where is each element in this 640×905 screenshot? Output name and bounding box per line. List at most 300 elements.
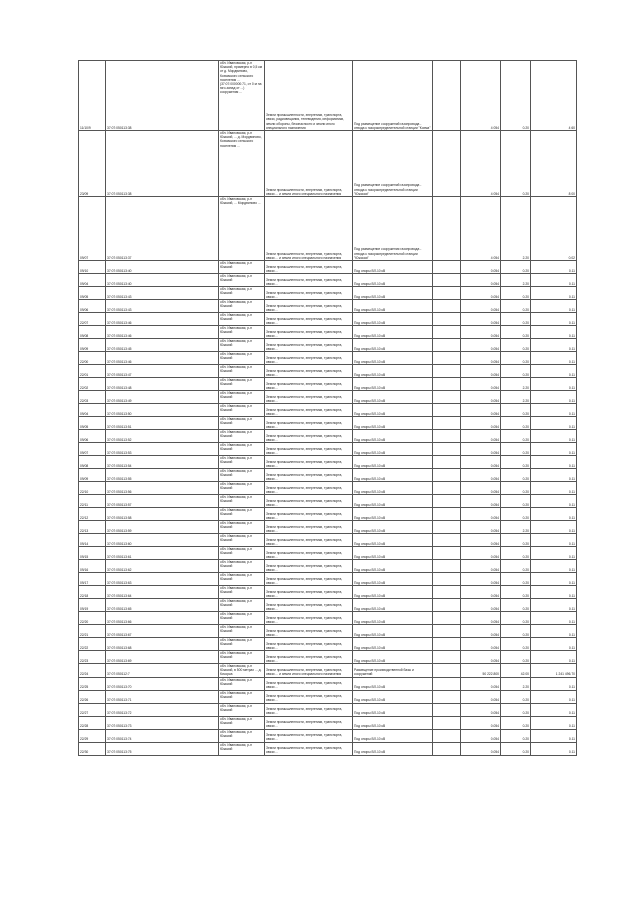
land-category-cell: Земли промышленности, энергетики, транспорта, связи ... [265, 638, 353, 651]
cadastral-number-cell: 37:07:050113:70 [106, 677, 219, 690]
area-cell: 0.054 [461, 586, 501, 599]
land-category-cell: Земли промышленности, энергетики, транспорта, связи ... [265, 482, 353, 495]
permitted-use-cell: Под опоры ВЛ-10 кВ [353, 443, 433, 456]
cadastral-number-cell: 37:07:050113:60 [106, 534, 219, 547]
tax-amount-cell: 4 60 [531, 61, 577, 131]
permitted-use-cell: Под опоры ВЛ-10 кВ [353, 586, 433, 599]
tax-amount-cell: 1 241 496.70 [531, 664, 577, 678]
rate-cell: 0.20 [501, 690, 531, 703]
rate-cell: 0.20 [501, 300, 531, 313]
cadastral-number-cell: 37:07:050112:7 [106, 664, 219, 678]
rate-cell: 0.20 [501, 443, 531, 456]
table-row [79, 378, 577, 391]
tax-amount-cell: 0.11 [531, 482, 577, 495]
empty-cell [433, 690, 461, 703]
area-cell: 0.054 [461, 300, 501, 313]
land-category-cell: Земли промышленности, энергетики, транспорта, связи ... [265, 573, 353, 586]
land-category-cell: Земли промышленности, энергетики, транспорта, связи ... [265, 560, 353, 573]
row-id-cell: 23/09 [79, 131, 106, 197]
land-category-cell: Земли промышленности, энергетики, транспорта, связи ... [265, 287, 353, 300]
cadastral-number-cell: 37:07:050113:43 [106, 300, 219, 313]
address-cell: обл. Ивановская, р-н Южский [219, 625, 265, 638]
land-category-cell: Земли промышленности, энергетики, транспорта, связи ... [265, 300, 353, 313]
permitted-use-cell: Под опоры ВЛ-10 кВ [353, 274, 433, 287]
row-id-cell: 22/24 [79, 664, 106, 678]
permitted-use-cell: Под размещение сооружений газопровода - отвода к газораспределительной станции "Южская" [353, 131, 433, 197]
empty-cell [433, 404, 461, 417]
rate-cell: 0.20 [501, 703, 531, 716]
empty-cell [433, 287, 461, 300]
row-id-cell: 09/07 [79, 197, 106, 261]
permitted-use-cell: Под опоры ВЛ-10 кВ [353, 261, 433, 274]
row-id-cell: 22/10 [79, 482, 106, 495]
table-row [79, 61, 577, 131]
tax-amount-cell: 0.11 [531, 612, 577, 625]
tax-amount-cell: 0.11 [531, 378, 577, 391]
tax-amount-cell: 0.11 [531, 638, 577, 651]
empty-cell [433, 560, 461, 573]
land-category-cell: Земли промышленности, энергетики, транспорта, связи ... [265, 599, 353, 612]
table-row [79, 287, 577, 300]
tax-amount-cell: 0.11 [531, 430, 577, 443]
permitted-use-cell: Под опоры ВЛ-10 кВ [353, 456, 433, 469]
permitted-use-cell: Под опоры ВЛ-10 кВ [353, 651, 433, 664]
table-row [79, 352, 577, 365]
address-cell: обл. Ивановская, р-н Южский [219, 300, 265, 313]
area-cell: 0.054 [461, 703, 501, 716]
empty-cell [433, 625, 461, 638]
area-cell: 0.054 [461, 612, 501, 625]
empty-cell [433, 638, 461, 651]
tax-amount-cell: 0.11 [531, 742, 577, 755]
table-row [79, 651, 577, 664]
tax-amount-cell: 0.11 [531, 599, 577, 612]
permitted-use-cell: Под опоры ВЛ-10 кВ [353, 326, 433, 339]
row-id-cell: 22/27 [79, 703, 106, 716]
row-id-cell: 22/29 [79, 729, 106, 742]
table-row [79, 365, 577, 378]
row-id-cell: 09/04 [79, 404, 106, 417]
permitted-use-cell: Под опоры ВЛ-10 кВ [353, 547, 433, 560]
cadastral-number-cell: 37:07:050113:68 [106, 638, 219, 651]
permitted-use-cell: Под опоры ВЛ-10 кВ [353, 625, 433, 638]
tax-amount-cell: 0.11 [531, 404, 577, 417]
tax-amount-cell: 0.11 [531, 274, 577, 287]
cadastral-number-cell: 37:07:050113:61 [106, 547, 219, 560]
area-cell: 0.054 [461, 547, 501, 560]
rate-cell: 0.20 [501, 625, 531, 638]
cadastral-number-cell: 37:07:050113:66 [106, 612, 219, 625]
land-category-cell: Земли промышленности, энергетики, транспорта, связи ... [265, 261, 353, 274]
area-cell: 0.054 [461, 729, 501, 742]
empty-cell [433, 365, 461, 378]
cadastral-number-cell: 37:07:050113:40 [106, 274, 219, 287]
table-row [79, 677, 577, 690]
empty-cell [433, 586, 461, 599]
empty-cell [433, 547, 461, 560]
table-row [79, 495, 577, 508]
table-row [79, 703, 577, 716]
permitted-use-cell: Под опоры ВЛ-10 кВ [353, 677, 433, 690]
land-category-cell: Земли промышленности, энергетики, транспорта, связи ... [265, 365, 353, 378]
row-id-cell: 09/06 [79, 300, 106, 313]
address-cell: обл. Ивановская, р-н Южский [219, 612, 265, 625]
rate-cell: 0.20 [501, 365, 531, 378]
address-cell: обл. Ивановская, р-н Южский, примерно в 0,5 км от д. Мордвиново, Кохмаского сельского поселения ... (37:07:000000:71, от 0 м на юго-запад от ...) сооружения ... [219, 61, 265, 131]
address-cell: обл. Ивановская, р-н Южский [219, 560, 265, 573]
address-cell: обл. Ивановская, р-н Южский [219, 638, 265, 651]
empty-cell [433, 573, 461, 586]
cadastral-number-cell: 37:07:050113:57 [106, 495, 219, 508]
empty-cell [433, 326, 461, 339]
row-id-cell: 22/01 [79, 365, 106, 378]
cadastral-number-cell: 37:07:050113:74 [106, 729, 219, 742]
row-id-cell: 22/23 [79, 651, 106, 664]
address-cell: обл. Ивановская, р-н Южский [219, 547, 265, 560]
address-cell: обл. Ивановская, р-н Южский [219, 495, 265, 508]
empty-cell [433, 430, 461, 443]
address-cell: обл. Ивановская, р-н Южский [219, 742, 265, 755]
land-category-cell: Земли промышленности, энергетики, транспорта, связи ... [265, 404, 353, 417]
cadastral-number-cell: 37:07:050113:46 [106, 313, 219, 326]
rate-cell: 0.20 [501, 326, 531, 339]
area-cell: 0.054 [461, 482, 501, 495]
empty-cell [433, 352, 461, 365]
cadastral-number-cell: 37:07:050113:45 [106, 339, 219, 352]
land-category-cell: Земли промышленности, энергетики, транспорта, связи ... [265, 703, 353, 716]
area-cell: 0.054 [461, 495, 501, 508]
address-cell: обл. Ивановская, р-н Южский [219, 339, 265, 352]
row-id-cell: 09/19 [79, 599, 106, 612]
rate-cell: 0.20 [501, 742, 531, 755]
tax-amount-cell: 0.11 [531, 560, 577, 573]
table-row [79, 313, 577, 326]
tax-amount-cell: 0.11 [531, 417, 577, 430]
tax-amount-cell: 0.11 [531, 313, 577, 326]
rate-cell: 0.20 [501, 599, 531, 612]
rate-cell: 0.20 [501, 638, 531, 651]
area-cell: 0.054 [461, 469, 501, 482]
row-id-cell: 22/20 [79, 612, 106, 625]
address-cell: обл. Ивановская, р-н Южский, ... д. Мордвиново, Кохмаского сельского поселения ... [219, 131, 265, 197]
table-row [79, 326, 577, 339]
address-cell: обл. Ивановская, р-н Южский [219, 521, 265, 534]
area-cell: 0.054 [461, 651, 501, 664]
cadastral-number-cell: 37:07:050113:58 [106, 508, 219, 521]
cadastral-number-cell: 37:07:050113:51 [106, 417, 219, 430]
permitted-use-cell: Под опоры ВЛ-10 кВ [353, 495, 433, 508]
tax-amount-cell: 0.11 [531, 729, 577, 742]
empty-cell [433, 716, 461, 729]
empty-cell [433, 261, 461, 274]
row-id-cell: 09/16 [79, 560, 106, 573]
area-cell: 0.054 [461, 404, 501, 417]
table-row [79, 560, 577, 573]
land-category-cell: Земли промышленности, энергетики, транспорта, связи ... [265, 625, 353, 638]
tax-amount-cell: 0.11 [531, 690, 577, 703]
tax-amount-cell: 0.11 [531, 495, 577, 508]
area-cell: 0.054 [461, 677, 501, 690]
row-id-cell: 22/28 [79, 716, 106, 729]
table-row [79, 456, 577, 469]
rate-cell: 0.20 [501, 339, 531, 352]
area-cell: 0.054 [461, 534, 501, 547]
row-id-cell: 22/12 [79, 508, 106, 521]
address-cell: обл. Ивановская, р-н Южский [219, 599, 265, 612]
permitted-use-cell: Под опоры ВЛ-10 кВ [353, 430, 433, 443]
rate-cell: 0.20 [501, 313, 531, 326]
land-category-cell: Земли промышленности, энергетики, транспорта, связи ... и земли иного специального назначения [265, 197, 353, 261]
empty-cell [433, 742, 461, 755]
area-cell: 0.054 [461, 456, 501, 469]
land-category-cell: Земли промышленности, энергетики, транспорта, связи ... [265, 716, 353, 729]
permitted-use-cell: Под опоры ВЛ-10 кВ [353, 300, 433, 313]
cadastral-number-cell: 37:07:050113:64 [106, 586, 219, 599]
area-cell: 4 054 [461, 61, 501, 131]
tax-amount-cell: 0.11 [531, 326, 577, 339]
area-cell: 0.054 [461, 573, 501, 586]
rate-cell: 2.20 [501, 378, 531, 391]
rate-cell: 0.20 [501, 131, 531, 197]
land-category-cell: Земли промышленности, энергетики, транспорта, связи ... [265, 534, 353, 547]
land-category-cell: Земли промышленности, энергетики, транспорта, связи ... [265, 651, 353, 664]
rate-cell: 2.20 [501, 197, 531, 261]
cadastral-number-cell: 37:07:050113:71 [106, 690, 219, 703]
tax-amount-cell: 0.02 [531, 197, 577, 261]
area-cell: 0.054 [461, 261, 501, 274]
permitted-use-cell: Под опоры ВЛ-10 кВ [353, 287, 433, 300]
empty-cell [433, 456, 461, 469]
row-id-cell: 09/05 [79, 417, 106, 430]
address-cell: обл. Ивановская, р-н Южский [219, 482, 265, 495]
rate-cell: 0.20 [501, 417, 531, 430]
row-id-cell: 09/15 [79, 547, 106, 560]
rate-cell: 42.00 [501, 664, 531, 678]
address-cell: обл. Ивановская, р-н Южский [219, 430, 265, 443]
land-category-cell: Земли промышленности, энергетики, транспорта, связи, радиовещания, телевидения, информатики, земли обороны, безопасности и земли иного специального назначения [265, 61, 353, 131]
address-cell: обл. Ивановская, р-н Южский [219, 274, 265, 287]
empty-cell [433, 443, 461, 456]
permitted-use-cell: Под опоры ВЛ-10 кВ [353, 469, 433, 482]
cadastral-number-cell: 37:07:050113:54 [106, 456, 219, 469]
cadastral-number-cell: 37:07:050113:38 [106, 131, 219, 197]
rate-cell: 0.20 [501, 404, 531, 417]
permitted-use-cell: Под опоры ВЛ-10 кВ [353, 391, 433, 404]
permitted-use-cell: Под опоры ВЛ-10 кВ [353, 599, 433, 612]
permitted-use-cell: Под опоры ВЛ-10 кВ [353, 729, 433, 742]
table-row [79, 716, 577, 729]
rate-cell: 0.20 [501, 560, 531, 573]
empty-cell [433, 599, 461, 612]
tax-amount-cell: 0.11 [531, 300, 577, 313]
permitted-use-cell: Под размещение сооружений газопровода - отвода к газораспределительной станции "Кохма" [353, 61, 433, 131]
table-row [79, 586, 577, 599]
tax-amount-cell: 0.11 [531, 703, 577, 716]
row-id-cell: 22/13 [79, 521, 106, 534]
land-category-cell: Земли промышленности, энергетики, транспорта, связи ... [265, 443, 353, 456]
permitted-use-cell: Под опоры ВЛ-10 кВ [353, 560, 433, 573]
table-row [79, 274, 577, 287]
cadastral-number-cell: 37:07:050113:53 [106, 443, 219, 456]
empty-cell [433, 274, 461, 287]
permitted-use-cell: Под опоры ВЛ-10 кВ [353, 482, 433, 495]
rate-cell: 0.20 [501, 469, 531, 482]
cadastral-number-cell: 37:07:050113:43 [106, 287, 219, 300]
cadastral-number-cell: 37:07:050113:67 [106, 625, 219, 638]
area-cell: 0.054 [461, 508, 501, 521]
tax-amount-cell: 0.11 [531, 469, 577, 482]
permitted-use-cell: Под опоры ВЛ-10 кВ [353, 573, 433, 586]
table-row [79, 599, 577, 612]
rate-cell: 0.20 [501, 612, 531, 625]
table-row [79, 197, 577, 261]
table-row [79, 625, 577, 638]
rate-cell: 0.20 [501, 508, 531, 521]
tax-amount-cell: 0.11 [531, 352, 577, 365]
tax-amount-cell: 0.11 [531, 365, 577, 378]
area-cell: 0.054 [461, 638, 501, 651]
row-id-cell: 09/17 [79, 573, 106, 586]
rate-cell: 0.20 [501, 651, 531, 664]
rate-cell: 0.20 [501, 547, 531, 560]
address-cell: обл. Ивановская, р-н Южский [219, 586, 265, 599]
area-cell: 0.054 [461, 521, 501, 534]
table-row [79, 417, 577, 430]
rate-cell: 0.20 [501, 61, 531, 131]
area-cell: 0.054 [461, 391, 501, 404]
cadastral-number-cell: 37:07:050113:65 [106, 599, 219, 612]
area-cell: 0.054 [461, 313, 501, 326]
row-id-cell: 09/14 [79, 534, 106, 547]
cadastral-number-cell: 37:07:050113:46 [106, 352, 219, 365]
land-category-cell: Земли промышленности, энергетики, транспорта, связи ... [265, 430, 353, 443]
land-category-cell: Земли промышленности, энергетики, транспорта, связи ... [265, 547, 353, 560]
permitted-use-cell: Под опоры ВЛ-10 кВ [353, 534, 433, 547]
rate-cell: 0.20 [501, 352, 531, 365]
land-register-table [78, 60, 577, 756]
address-cell: обл. Ивановская, р-н Южский [219, 508, 265, 521]
row-id-cell: 22/25 [79, 677, 106, 690]
rate-cell: 0.20 [501, 456, 531, 469]
area-cell: 0.054 [461, 417, 501, 430]
address-cell: обл. Ивановская, р-н Южский [219, 326, 265, 339]
cadastral-number-cell: 37:07:050113:49 [106, 391, 219, 404]
row-id-cell: 22/07 [79, 313, 106, 326]
address-cell: обл. Ивановская, р-н Южский [219, 651, 265, 664]
table-body [79, 61, 577, 756]
cadastral-number-cell: 37:07:050113:48 [106, 378, 219, 391]
address-cell: обл. Ивановская, р-н Южский [219, 313, 265, 326]
land-category-cell: Земли промышленности, энергетики, транспорта, связи ... [265, 469, 353, 482]
tax-amount-cell: 0.11 [531, 508, 577, 521]
tax-amount-cell: 0.11 [531, 339, 577, 352]
empty-cell [433, 703, 461, 716]
address-cell: обл. Ивановская, р-н Южский [219, 365, 265, 378]
address-cell: обл. Ивановская, р-н Южский, в 500 метрах ... д. Кочорка [219, 664, 265, 678]
rate-cell: 0.20 [501, 573, 531, 586]
cadastral-number-cell: 37:07:050113:63 [106, 573, 219, 586]
address-cell: обл. Ивановская, р-н Южский [219, 404, 265, 417]
row-id-cell: 09/05 [79, 287, 106, 300]
permitted-use-cell: Под размещение сооружения газопровода - отвода к газораспределительной станции "Южская" [353, 197, 433, 261]
rate-cell: 2.20 [501, 391, 531, 404]
cadastral-number-cell: 37:07:050113:75 [106, 742, 219, 755]
area-cell: 0.054 [461, 378, 501, 391]
row-id-cell: 22/26 [79, 690, 106, 703]
permitted-use-cell: Под опоры ВЛ-10 кВ [353, 638, 433, 651]
land-category-cell: Земли промышленности, энергетики, транспорта, связи ... [265, 495, 353, 508]
address-cell: обл. Ивановская, р-н Южский [219, 573, 265, 586]
area-cell: 0.054 [461, 690, 501, 703]
permitted-use-cell: Под опоры ВЛ-10 кВ [353, 716, 433, 729]
cadastral-number-cell: 37:07:050113:69 [106, 651, 219, 664]
tax-amount-cell: 0.11 [531, 625, 577, 638]
tax-amount-cell: 0.11 [531, 521, 577, 534]
cadastral-number-cell: 37:07:050113:55 [106, 469, 219, 482]
land-category-cell: Земли промышленности, энергетики, транспорта, связи ... [265, 677, 353, 690]
empty-cell [433, 300, 461, 313]
permitted-use-cell: Под опоры ВЛ-10 кВ [353, 365, 433, 378]
permitted-use-cell: Под опоры ВЛ-10 кВ [353, 612, 433, 625]
permitted-use-cell: Размещение производственной базы и сооружений [353, 664, 433, 678]
row-id-cell: 22/18 [79, 586, 106, 599]
table-row [79, 638, 577, 651]
empty-cell [433, 378, 461, 391]
empty-cell [433, 339, 461, 352]
row-id-cell: 22/00 [79, 352, 106, 365]
row-id-cell: 09/08 [79, 456, 106, 469]
area-cell: 0.054 [461, 443, 501, 456]
area-cell: 0.054 [461, 430, 501, 443]
row-id-cell: 09/04 [79, 274, 106, 287]
area-cell: 0.054 [461, 742, 501, 755]
land-category-cell: Земли промышленности, энергетики, транспорта, связи ... [265, 742, 353, 755]
address-cell: обл. Ивановская, р-н Южский [219, 391, 265, 404]
address-cell: обл. Ивановская, р-н Южский [219, 729, 265, 742]
table-row [79, 300, 577, 313]
empty-cell [433, 131, 461, 197]
cadastral-number-cell: 37:07:050113:73 [106, 716, 219, 729]
tax-amount-cell: 0.11 [531, 261, 577, 274]
table-row [79, 612, 577, 625]
permitted-use-cell: Под опоры ВЛ-10 кВ [353, 521, 433, 534]
area-cell: 0.054 [461, 339, 501, 352]
cadastral-number-cell: 37:07:050113:47 [106, 365, 219, 378]
empty-cell [433, 482, 461, 495]
permitted-use-cell: Под опоры ВЛ-10 кВ [353, 690, 433, 703]
cadastral-number-cell: 37:07:050113:72 [106, 703, 219, 716]
row-id-cell: 09/06 [79, 430, 106, 443]
area-cell: 0.054 [461, 560, 501, 573]
rate-cell: 0.20 [501, 716, 531, 729]
rate-cell: 0.20 [501, 287, 531, 300]
rate-cell: 2.20 [501, 521, 531, 534]
permitted-use-cell: Под опоры ВЛ-10 кВ [353, 378, 433, 391]
land-category-cell: Земли промышленности, энергетики, транспорта, связи ... [265, 417, 353, 430]
empty-cell [433, 508, 461, 521]
table-row [79, 729, 577, 742]
row-id-cell: 09/09 [79, 469, 106, 482]
cadastral-number-cell: 37:07:050113:50 [106, 404, 219, 417]
tax-amount-cell: 0.11 [531, 573, 577, 586]
address-cell: обл. Ивановская, р-н Южский, ... Мордвиново ... [219, 197, 265, 261]
empty-cell [433, 521, 461, 534]
empty-cell [433, 651, 461, 664]
cadastral-number-cell: 37:07:050113:52 [106, 430, 219, 443]
land-category-cell: Земли промышленности, энергетики, транспорта, связи ... [265, 378, 353, 391]
land-category-cell: Земли промышленности, энергетики, транспорта, связи ... [265, 612, 353, 625]
table-row [79, 261, 577, 274]
